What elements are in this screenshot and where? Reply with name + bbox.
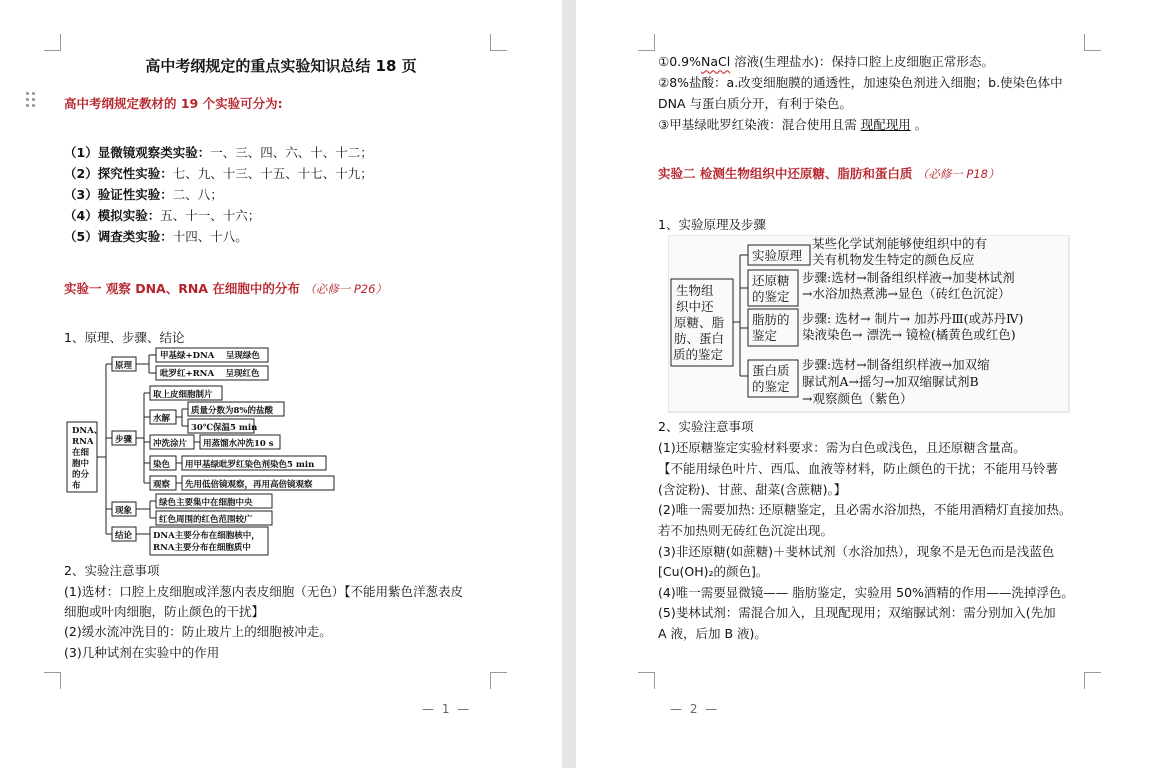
drag-handle-icon[interactable]	[26, 92, 36, 108]
crop-mark-bottom-left	[638, 672, 655, 689]
conclusion-detail-2: RNA主要分布在细胞质中	[153, 543, 251, 553]
crop-mark-top-right	[490, 34, 507, 51]
section-2-heading: 2、实验注意事项	[658, 419, 754, 434]
diagram-root-line-1: DNA、	[72, 426, 103, 436]
diagram-root-line-5: 质的鉴定	[673, 347, 724, 362]
step-hydrolysis: 水解	[153, 414, 171, 424]
stain-detail: 用甲基绿吡罗红染色剂染色5 min	[185, 460, 315, 470]
diagram-root-line-5: 的分	[72, 470, 90, 480]
note-line: (1)选材：口腔上皮细胞或洋葱内表皮细胞（无色）【不能用紫色洋葱表皮	[64, 584, 463, 599]
step-stain: 染色	[153, 460, 171, 470]
diagram-root-line-4: 胞中	[72, 459, 90, 469]
document-page-2	[576, 0, 1162, 768]
conclusion-detail-1: DNA主要分布在细胞核中，	[153, 531, 260, 541]
crop-mark-bottom-left	[44, 672, 61, 689]
note-line: 细胞或叶肉细胞，防止颜色的干扰】	[64, 604, 265, 619]
section-2-heading: 2、实验注意事项	[64, 563, 160, 578]
section-1-heading: 1、原理、步骤、结论	[64, 330, 185, 345]
reagent-line-3: DNA 与蛋白质分开，有利于染色。	[658, 96, 853, 111]
reducing-sugar-step-2: →水浴加热煮沸→显色（砖红色沉淀）	[802, 286, 1011, 301]
crop-mark-bottom-right	[1084, 672, 1101, 689]
phenomenon-detail-2: 红色周围的红色范围较广	[159, 515, 253, 525]
protein-step-1: 步骤:选材→制备组织样液→加双缩	[802, 357, 990, 372]
page-number-1: — 1 —	[422, 702, 472, 716]
reducing-sugar-step-1: 步骤:选材→制备组织样液→加斐林试剂	[802, 270, 1015, 285]
steps-label: 步骤	[115, 435, 133, 445]
category-item-3: （3）验证性实验：二、八；	[64, 187, 223, 202]
note-line: (3)几种试剂在实验中的作用	[64, 645, 220, 660]
section-1-heading: 1、实验原理及步骤	[658, 217, 766, 232]
organic-compound-identification-diagram	[668, 235, 1070, 413]
note-line: [Cu(OH)₂的颜色]。	[658, 564, 769, 579]
category-item-2: （2）探究性实验：七、九、十三、十五、十七、十九；	[64, 166, 373, 181]
note-line: (2)缓水流冲洗目的：防止玻片上的细胞被冲走。	[64, 624, 332, 639]
fat-step-2: 染液染色→ 漂洗→ 镜检(橘黄色或红色)	[802, 327, 1016, 342]
crop-mark-top-right	[1084, 34, 1101, 51]
note-line: (含淀粉)、甘蔗、甜菜(含蔗糖)。】	[658, 482, 847, 497]
principle-label: 原理	[115, 361, 133, 371]
conclusion-label: 结论	[115, 531, 133, 541]
reducing-sugar-label-2: 的鉴定	[752, 289, 790, 304]
diagram-root-line-1: 生物组	[676, 283, 714, 298]
experiment-1-heading: 实验一 观察 DNA、RNA 在细胞中的分布 （必修一 P26）	[64, 281, 387, 296]
note-line: (2)唯一需要加热: 还原糖鉴定，且必需水浴加热，不能用酒精灯直接加热。	[658, 502, 1072, 517]
category-item-5: （5）调查类实验：十四、十八。	[64, 229, 248, 244]
reagent-line-2: ②8%盐酸：a.改变细胞膜的通透性，加速染色剂进入细胞；b.使染色体中	[658, 75, 1063, 90]
page-number-2: — 2 —	[670, 702, 720, 716]
step-take-cells: 取上皮细胞制片	[153, 390, 213, 400]
subtitle: 高中考纲规定教材的 19 个实验可分为:	[64, 96, 283, 111]
principle-label: 实验原理	[752, 248, 803, 263]
principle-line-2: 吡罗红+RNA 呈现红色	[160, 369, 260, 379]
protein-label-2: 的鉴定	[752, 379, 790, 394]
document-title: 高中考纲规定的重点实验知识总结 18 页	[145, 57, 417, 75]
note-line: 若不加热则无砖红色沉淀出现。	[658, 523, 834, 538]
document-page-1	[0, 0, 562, 768]
category-item-1: （1）显微镜观察类实验：一、三、四、六、十、十二；	[64, 145, 373, 160]
diagram-root-line-2: RNA	[72, 437, 94, 447]
dna-rna-distribution-diagram	[64, 346, 344, 558]
step-wash: 冲洗涂片	[153, 439, 188, 449]
reducing-sugar-label-1: 还原糖	[752, 273, 790, 288]
diagram-root-line-4: 肪、蛋白	[674, 331, 725, 346]
crop-mark-top-left	[638, 34, 655, 51]
phenomenon-label: 现象	[115, 506, 133, 516]
note-line: (4)唯一需要显微镜—— 脂肪鉴定，实验用 50%酒精的作用——洗掉浮色。	[658, 585, 1074, 600]
protein-step-3: →观察颜色（紫色）	[802, 391, 913, 406]
note-line: 【不能用绿色叶片、西瓜、血液等材料，防止颜色的干扰；不能用马铃薯	[658, 461, 1059, 476]
reagent-line-4: ③甲基绿吡罗红染液：混合使用且需 现配现用 。	[658, 117, 928, 132]
wash-detail: 用蒸馏水冲洗10 s	[203, 439, 274, 449]
step-observe: 观察	[153, 480, 171, 490]
crop-mark-bottom-right	[490, 672, 507, 689]
note-line: (5)斐林试剂：需混合加入，且现配现用；双缩脲试剂：需分别加入(先加	[658, 605, 1056, 620]
observe-detail: 先用低倍镜观察，再用高倍镜观察	[185, 480, 313, 490]
hydrolysis-detail-2: 30℃保温5 min	[191, 423, 258, 433]
principle-line-1: 某些化学试剂能够使组织中的有	[812, 236, 988, 251]
protein-step-2: 脲试剂A→摇匀→加双缩脲试剂B	[802, 374, 979, 389]
fat-label-2: 鉴定	[752, 328, 778, 343]
diagram-root-line-3: 原糖、脂	[674, 315, 725, 330]
fat-step-1: 步骤: 选材→ 制片→ 加苏丹Ⅲ(或苏丹Ⅳ)	[802, 311, 1024, 326]
diagram-root-line-6: 布	[72, 481, 81, 491]
note-line: (3)非还原糖(如蔗糖)＋斐林试剂（水浴加热），现象不是无色而是浅蓝色	[658, 544, 1055, 559]
crop-mark-top-left	[44, 34, 61, 51]
fat-label-1: 脂肪的	[752, 312, 790, 327]
phenomenon-detail-1: 绿色主要集中在细胞中央	[159, 498, 253, 508]
experiment-2-heading: 实验二 检测生物组织中还原糖、脂肪和蛋白质 （必修一 P18）	[658, 166, 1000, 181]
note-line: A 液，后加 B 液)。	[658, 626, 767, 641]
protein-label-1: 蛋白质	[752, 363, 790, 378]
category-item-4: （4）模拟实验：五、十一、十六；	[64, 208, 261, 223]
diagram-root-line-3: 在细	[72, 448, 90, 458]
reagent-line-1: ①0.9%NaCl 溶液(生理盐水)：保持口腔上皮细胞正常形态。	[658, 54, 994, 69]
note-line: (1)还原糖鉴定实验材料要求：需为白色或浅色，且还原糖含量高。	[658, 440, 1026, 455]
hydrolysis-detail-1: 质量分数为8%的盐酸	[191, 406, 273, 416]
diagram-root-line-2: 织中还	[676, 299, 714, 314]
principle-line-1: 甲基绿+DNA 呈现绿色	[160, 351, 260, 361]
principle-line-2: 关有机物发生特定的颜色反应	[812, 252, 975, 267]
